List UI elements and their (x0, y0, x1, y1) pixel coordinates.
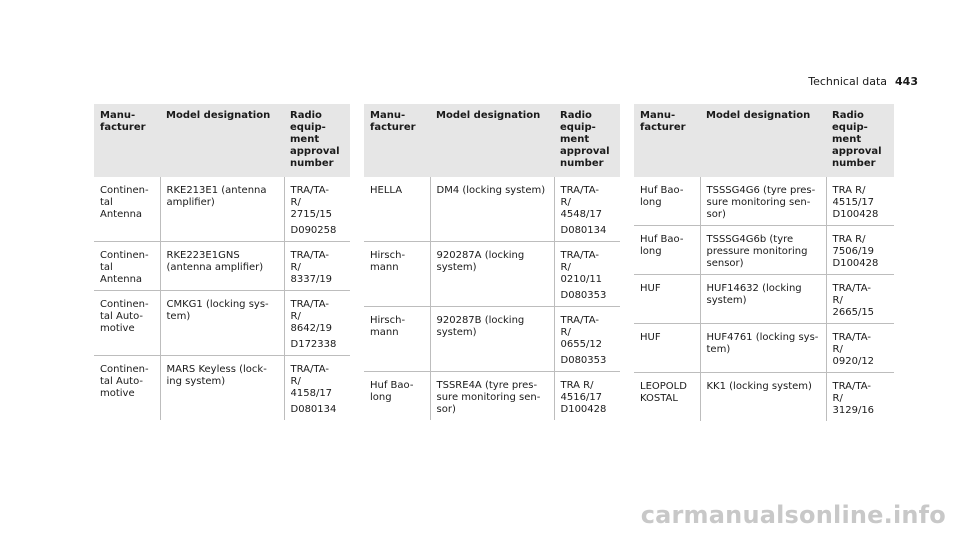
cell-line: ment (832, 134, 862, 145)
cell-line: Model designation (706, 110, 811, 121)
cell-line: approval (832, 146, 882, 157)
column-header-manufacturer (364, 104, 430, 177)
cell-line: Manu- (640, 110, 676, 121)
cell-line: Huf Bao- (370, 380, 414, 391)
cell-line: TRA R/ (832, 185, 866, 196)
cell-line: R/ (832, 393, 843, 404)
radio-cell (284, 356, 350, 421)
cell-line: 8642/19 (290, 323, 333, 334)
approval-code: D080353 (560, 355, 607, 366)
cell-line: TSSSG4G6 (tyre pres- (706, 185, 816, 196)
cell-line: long (370, 392, 392, 403)
model-cell (700, 177, 826, 226)
cell-line: Hirsch- (370, 250, 406, 261)
cell-line: facturer (370, 122, 416, 133)
cell-line: R/ (560, 327, 571, 338)
cell-line: motive (100, 323, 135, 334)
model-cell (430, 307, 554, 372)
radio-cell (284, 291, 350, 356)
table-header-row (634, 104, 894, 177)
cell-line: 2715/15 (290, 209, 333, 220)
cell-line: equip- (832, 122, 868, 133)
model-cell (700, 324, 826, 373)
cell-line: RKE213E1 (antenna (166, 185, 267, 196)
cell-line: long (640, 246, 662, 257)
cell-line: Radio (560, 110, 592, 121)
cell-line: Radio (290, 110, 322, 121)
radio-cell (284, 242, 350, 291)
cell-line: Model designation (166, 110, 271, 121)
column-header-radio (284, 104, 350, 177)
table-row (94, 291, 350, 356)
radio-cell (554, 307, 620, 372)
table-row (364, 307, 620, 372)
column-header-model (160, 104, 284, 177)
column-header-manufacturer (634, 104, 700, 177)
cell-line: 920287A (locking (436, 250, 525, 261)
model-cell (430, 372, 554, 421)
radio-cell (826, 373, 894, 422)
cell-line: R/ (290, 262, 301, 273)
cell-line: 8337/19 (290, 274, 333, 285)
approval-code: D080134 (290, 404, 337, 415)
cell-line: Continen- (100, 250, 149, 261)
cell-line: TRA R/ (832, 234, 866, 245)
cell-line: 0920/12 (832, 356, 875, 367)
cell-line: Antenna (100, 274, 143, 285)
cell-line: mann (370, 327, 399, 338)
column-header-manufacturer (94, 104, 160, 177)
cell-line: TSSSG4G6b (tyre (706, 234, 794, 245)
table-row (94, 356, 350, 421)
cell-line: Manu- (370, 110, 406, 121)
model-cell (430, 177, 554, 242)
cell-line: Hirsch- (370, 315, 406, 326)
radio-cell (554, 177, 620, 242)
cell-line: R/ (290, 197, 301, 208)
approval-code: D172338 (290, 339, 337, 350)
manufacturer-cell (94, 356, 160, 421)
cell-line: system) (706, 295, 747, 306)
cell-line: TRA R/ (560, 380, 594, 391)
cell-line: 4515/17 (832, 197, 875, 208)
table-row (634, 226, 894, 275)
cell-line: mann (370, 262, 399, 273)
cell-line: long (640, 197, 662, 208)
cell-line: motive (100, 388, 135, 399)
cell-line: tal Auto- (100, 376, 144, 387)
cell-line: MARS Keyless (lock- (166, 364, 267, 375)
manufacturer-cell (634, 275, 700, 324)
approval-code: D080353 (560, 290, 607, 301)
table-row (634, 275, 894, 324)
model-cell (700, 275, 826, 324)
model-cell (160, 356, 284, 421)
cell-line: 2665/15 (832, 307, 875, 318)
manufacturer-cell (634, 177, 700, 226)
cell-line: (antenna amplifier) (166, 262, 264, 273)
cell-line: Model designation (436, 110, 541, 121)
cell-line: tal (100, 197, 113, 208)
cell-line: Huf Bao- (640, 234, 684, 245)
cell-line: system) (436, 262, 477, 273)
manufacturer-cell (94, 291, 160, 356)
table-row (364, 242, 620, 307)
cell-line: sor) (706, 209, 726, 220)
cell-line: Radio (832, 110, 864, 121)
radio-cell (826, 324, 894, 373)
cell-line: equip- (290, 122, 326, 133)
cell-line: facturer (640, 122, 686, 133)
cell-line: sure monitoring sen- (436, 392, 541, 403)
cell-line: CMKG1 (locking sys- (166, 299, 269, 310)
column-header-model (430, 104, 554, 177)
cell-line: 3129/16 (832, 405, 875, 416)
cell-line: ment (560, 134, 590, 145)
cell-line: D100428 (832, 209, 879, 220)
cell-line: number (290, 158, 334, 169)
radio-approval-table-2 (364, 104, 620, 420)
column-header-radio (826, 104, 894, 177)
radio-cell (554, 242, 620, 307)
manufacturer-cell (364, 177, 430, 242)
cell-line: HUF14632 (locking (706, 283, 802, 294)
cell-line: Continen- (100, 299, 149, 310)
cell-line: 0655/12 (560, 339, 603, 350)
column-header-radio (554, 104, 620, 177)
cell-line: HUF (640, 283, 661, 294)
cell-line: amplifier) (166, 197, 215, 208)
watermark: carmanualsonline.info (640, 501, 946, 529)
radio-cell (284, 177, 350, 242)
cell-line: D100428 (832, 258, 879, 269)
cell-line: pressure monitoring (706, 246, 808, 257)
cell-line: facturer (100, 122, 146, 133)
model-cell (430, 242, 554, 307)
table-row (634, 373, 894, 422)
cell-line: Huf Bao- (640, 185, 684, 196)
cell-line: 4516/17 (560, 392, 603, 403)
cell-line: Antenna (100, 209, 143, 220)
manufacturer-cell (364, 242, 430, 307)
cell-line: RKE223E1GNS (166, 250, 240, 261)
model-cell (160, 177, 284, 242)
cell-line: 7506/19 (832, 246, 875, 257)
manufacturer-cell (634, 373, 700, 422)
page-number: 443 (895, 75, 918, 88)
cell-line: 0210/11 (560, 274, 603, 285)
cell-line: TRA/TA- (832, 283, 871, 294)
cell-line: TRA/TA- (560, 185, 599, 196)
cell-line: TSSRE4A (tyre pres- (436, 380, 538, 391)
column-header-model (700, 104, 826, 177)
model-cell (160, 242, 284, 291)
cell-line: TRA/TA- (560, 315, 599, 326)
cell-line: number (560, 158, 604, 169)
cell-line: tal Auto- (100, 311, 144, 322)
radio-cell (826, 226, 894, 275)
cell-line: TRA/TA- (290, 299, 329, 310)
table-row (364, 177, 620, 242)
manufacturer-cell (634, 324, 700, 373)
table-row (634, 177, 894, 226)
cell-line: LEOPOLD (640, 381, 687, 392)
manufacturer-cell (364, 372, 430, 421)
cell-line: Continen- (100, 364, 149, 375)
cell-line: KOSTAL (640, 393, 678, 404)
cell-line: approval (560, 146, 610, 157)
cell-line: approval (290, 146, 340, 157)
cell-line: HELLA (370, 185, 403, 196)
cell-line: ment (290, 134, 320, 145)
cell-line: TRA/TA- (832, 332, 871, 343)
table-row (364, 372, 620, 421)
cell-line: HUF (640, 332, 661, 343)
model-cell (700, 226, 826, 275)
cell-line: 4548/17 (560, 209, 603, 220)
radio-cell (826, 275, 894, 324)
cell-line: TRA/TA- (832, 381, 871, 392)
cell-line: ing system) (166, 376, 226, 387)
cell-line: TRA/TA- (290, 250, 329, 261)
cell-line: Manu- (100, 110, 136, 121)
table-row (94, 242, 350, 291)
radio-approval-table-3 (634, 104, 894, 421)
radio-cell (826, 177, 894, 226)
cell-line: TRA/TA- (290, 185, 329, 196)
model-cell (700, 373, 826, 422)
cell-line: R/ (832, 344, 843, 355)
table-header-row (94, 104, 350, 177)
model-cell (160, 291, 284, 356)
cell-line: system) (436, 327, 477, 338)
cell-line: tem) (166, 311, 191, 322)
manufacturer-cell (94, 177, 160, 242)
cell-line: 920287B (locking (436, 315, 525, 326)
running-head (808, 75, 918, 88)
cell-line: TRA/TA- (560, 250, 599, 261)
radio-cell (554, 372, 620, 421)
cell-line: R/ (832, 295, 843, 306)
cell-line: R/ (560, 262, 571, 273)
cell-line: D100428 (560, 404, 607, 415)
manufacturer-cell (634, 226, 700, 275)
cell-line: sor) (436, 404, 456, 415)
manufacturer-cell (364, 307, 430, 372)
cell-line: HUF4761 (locking sys- (706, 332, 819, 343)
cell-line: tem) (706, 344, 731, 355)
radio-approval-table-1 (94, 104, 350, 420)
cell-line: Continen- (100, 185, 149, 196)
cell-line: TRA/TA- (290, 364, 329, 375)
cell-line: R/ (290, 311, 301, 322)
table-row (634, 324, 894, 373)
approval-code: D090258 (290, 225, 337, 236)
approval-code: D080134 (560, 225, 607, 236)
cell-line: tal (100, 262, 113, 273)
section-title: Technical data (808, 75, 888, 88)
cell-line: 4158/17 (290, 388, 333, 399)
cell-line: equip- (560, 122, 596, 133)
table-row (94, 177, 350, 242)
cell-line: DM4 (locking system) (436, 185, 546, 196)
cell-line: number (832, 158, 876, 169)
cell-line: KK1 (locking system) (706, 381, 812, 392)
cell-line: sure monitoring sen- (706, 197, 811, 208)
cell-line: R/ (290, 376, 301, 387)
table-header-row (364, 104, 620, 177)
manufacturer-cell (94, 242, 160, 291)
cell-line: sensor) (706, 258, 744, 269)
cell-line: R/ (560, 197, 571, 208)
